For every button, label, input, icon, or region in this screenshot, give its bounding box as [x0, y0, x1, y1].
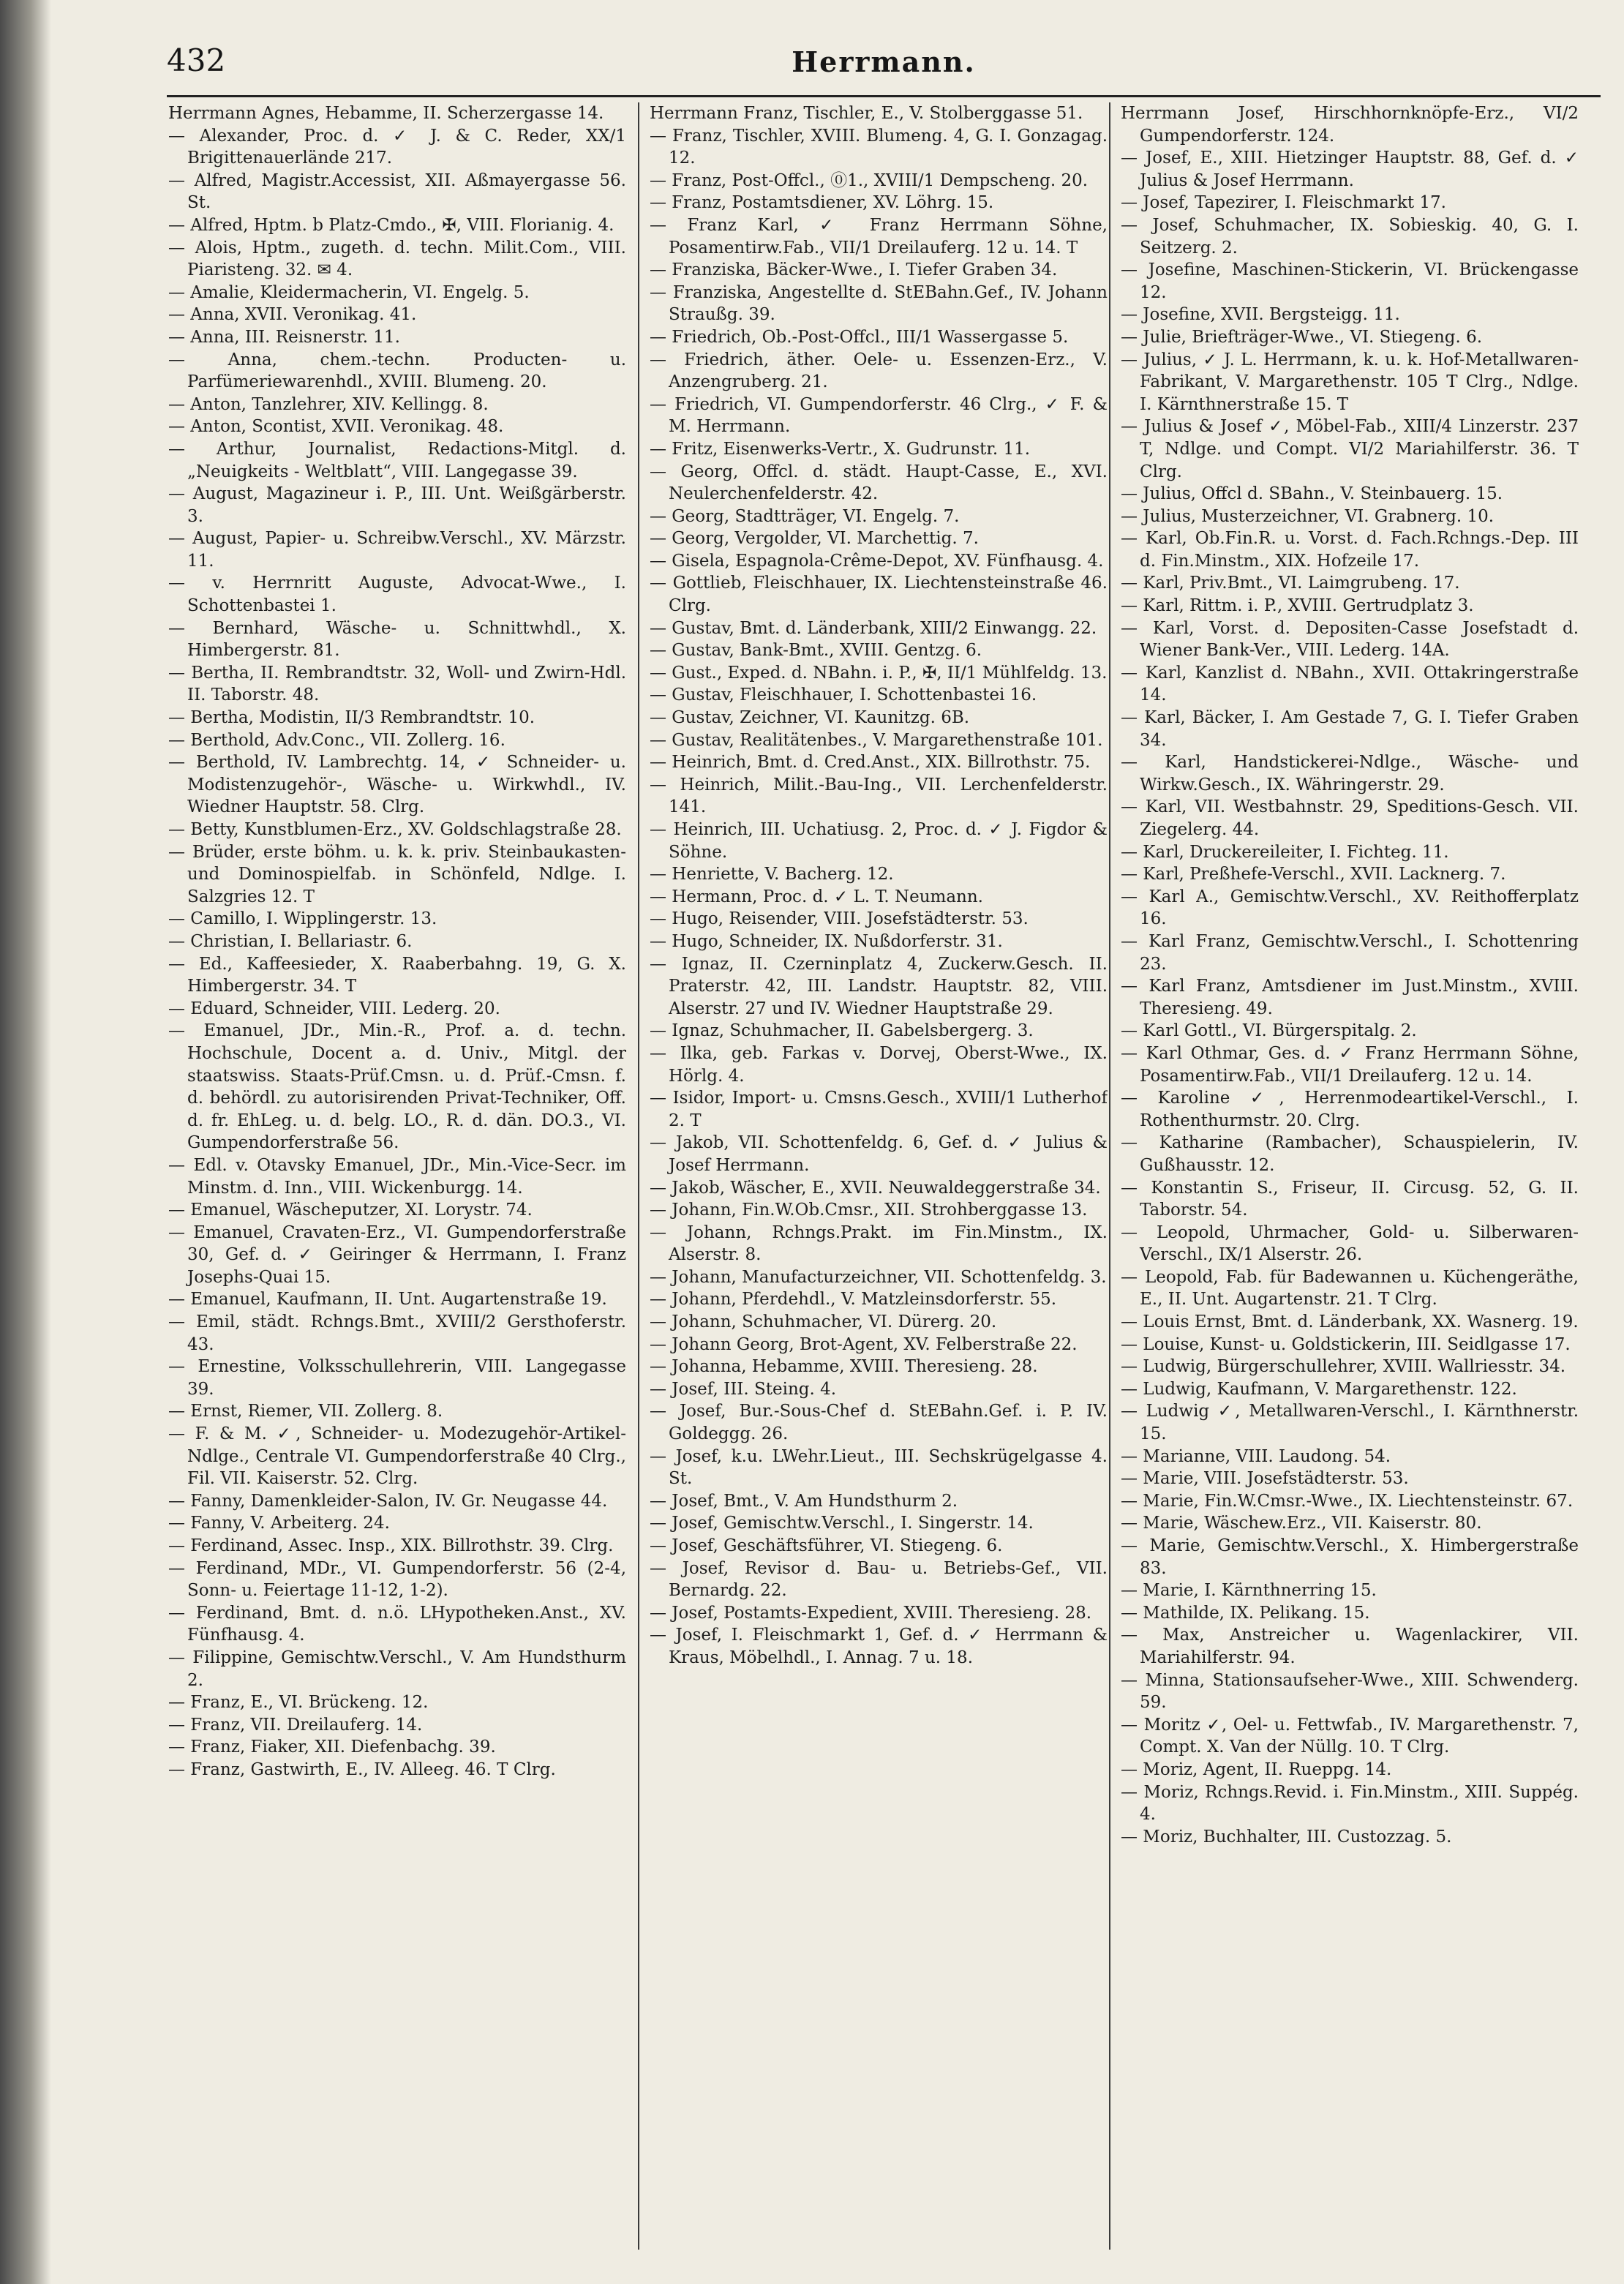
directory-entry: — Julie, Briefträger-Wwe., VI. Stiegeng. 6. — [1121, 327, 1483, 347]
directory-entry: — F. & M. ✓, Schneider- u. Modezugehör-Artikel-Ndlge., Centrale VI. Gumpendorferstraße 40 Clrg., Fil. VII. Kaiserstr. 52. Clrg. — [168, 1424, 626, 1489]
directory-entry: — Fanny, Damenkleider-Salon, IV. Gr. Neugasse 44. — [168, 1491, 608, 1511]
directory-entry: — Betty, Kunstblumen-Erz., XV. Goldschlagstraße 28. — [168, 820, 622, 839]
directory-entry: — Henriette, V. Bacherg. 12. — [650, 865, 894, 884]
directory-entry: — Gottlieb, Fleischhauer, IX. Liechtensteinstraße 46. Clrg. — [650, 574, 1108, 616]
directory-entry: — Karl Othmar, Ges. d. ✓ Franz Herrmann Söhne, Posamentirw.Fab., VII/1 Dreilauferg. 12 u. 14. — [1121, 1043, 1579, 1086]
directory-entry: — Ed., Kaffeesieder, X. Raaberbahng. 19, G. X. Himbergerstr. 34. T — [168, 954, 626, 996]
directory-entry: — Amalie, Kleidermacherin, VI. Engelg. 5. — [168, 282, 530, 302]
directory-entry: — Karl Franz, Amtsdiener im Just.Minstm., XVIII. Theresieng. 49. — [1121, 977, 1579, 1018]
directory-entry: — Ludwig, Kaufmann, V. Margarethenstr. 122. — [1121, 1379, 1517, 1399]
directory-entry: — Josef, Tapezirer, I. Fleischmarkt 17. — [1121, 193, 1446, 213]
directory-entry: — Ilka, geb. Farkas v. Dorvej, Oberst-Wwe., IX. Hörlg. 4. — [650, 1043, 1108, 1086]
column-3 — [1121, 102, 1579, 2261]
column-divider — [638, 102, 639, 2250]
directory-entry: — Johanna, Hebamme, XVIII. Theresieng. 28. — [650, 1357, 1038, 1377]
directory-entry: — Heinrich, Bmt. d. Cred.Anst., XIX. Billrothstr. 75. — [650, 753, 1091, 773]
directory-entry: — Franz, Gastwirth, E., IV. Alleeg. 46. T Clrg. — [168, 1759, 556, 1779]
page-number: 432 — [167, 42, 226, 78]
directory-entry: — Karl, VII. Westbahnstr. 29, Speditions-Gesch. VII. Ziegelerg. 44. — [1121, 797, 1579, 839]
directory-entry: — Hugo, Reisender, VIII. Josefstädterstr. 53. — [650, 909, 1029, 929]
directory-entry: Herrmann Josef, Hirschhornknöpfe-Erz., VI/2 Gumpendorferstr. 124. — [1121, 104, 1579, 146]
directory-entry: — Gustav, Realitätenbes., V. Margarethenstraße 101. — [650, 730, 1103, 750]
directory-entry: — Josef, Postamts-Expedient, XVIII. Theresieng. 28. — [650, 1603, 1092, 1623]
directory-entry: — Franz Karl, ✓ Franz Herrmann Söhne, Posamentirw.Fab., VII/1 Dreilauferg. 12 u. 14. T — [650, 215, 1108, 258]
directory-entry: — Alois, Hptm., zugeth. d. techn. Milit.Com., VIII. Piaristeng. 32. ✉ 4. — [168, 238, 626, 280]
directory-entry: — Karoline ✓, Herrenmodeartikel-Verschl., I. Rothenthurmstr. 20. Clrg. — [1121, 1089, 1579, 1130]
directory-entry: — Ferdinand, Bmt. d. n.ö. LHypotheken.Anst., XV. Fünfhausg. 4. — [168, 1603, 626, 1645]
directory-entry: — Gustav, Zeichner, VI. Kaunitzg. 6B. — [650, 708, 970, 728]
directory-entry: — Ignaz, II. Czerninplatz 4, Zuckerw.Gesch. II. Praterstr. 42, III. Landstr. Hauptstr. 82, VIII. Alserstr. 27 und IV. Wiedner Hauptstraße 29. — [650, 954, 1108, 1018]
directory-entry: — Johann, Pferdehdl., V. Matzleinsdorferstr. 55. — [650, 1290, 1057, 1310]
directory-entry: — Alfred, Magistr.Accessist, XII. Aßmayergasse 56. St. — [168, 170, 626, 213]
directory-entry: — Gust., Exped. d. NBahn. i. P., ✠, II/1 Mühlfeldg. 13. — [650, 663, 1108, 683]
directory-entry: — Berthold, Adv.Conc., VII. Zollerg. 16. — [168, 730, 505, 750]
directory-entry: — Moriz, Rchngs.Revid. i. Fin.Minstm., XIII. Suppég. 4. — [1121, 1782, 1579, 1825]
directory-entry: — Karl, Bäcker, I. Am Gestade 7, G. I. Tiefer Graben 34. — [1121, 708, 1579, 750]
directory-entry: — Gustav, Bmt. d. Länderbank, XIII/2 Einwangg. 22. — [650, 618, 1097, 638]
directory-entry: — Moritz ✓, Oel- u. Fettwfab., IV. Margarethenstr. 7, Compt. X. Van der Nüllg. 10. T Clrg. — [1121, 1715, 1579, 1757]
directory-entry: — Marianne, VIII. Laudong. 54. — [1121, 1446, 1391, 1466]
directory-entry: — Alexander, Proc. d. ✓ J. & C. Reder, XX/1 Brigittenauerlände 217. — [168, 126, 626, 168]
directory-entry: — Georg, Vergolder, VI. Marchettig. 7. — [650, 529, 979, 549]
directory-entry: — Louis Ernst, Bmt. d. Länderbank, XX. Wasnerg. 19. — [1121, 1312, 1579, 1332]
directory-entry: — Karl, Priv.Bmt., VI. Laimgrubeng. 17. — [1121, 574, 1460, 593]
directory-entry: — Anton, Scontist, XVII. Veronikag. 48. — [168, 417, 504, 437]
directory-entry: — Heinrich, III. Uchatiusg. 2, Proc. d. ✓ J. Figdor & Söhne. — [650, 820, 1108, 862]
directory-entry: — Karl, Kanzlist d. NBahn., XVII. Ottakringerstraße 14. — [1121, 663, 1579, 705]
directory-entry: — Fritz, Eisenwerks-Vertr., X. Gudrunstr. 11. — [650, 439, 1031, 459]
directory-entry: — Josefine, XVII. Bergsteigg. 11. — [1121, 305, 1400, 325]
directory-entry: Herrmann Franz, Tischler, E., V. Stolberggasse 51. — [650, 104, 1083, 123]
directory-entry: — Louise, Kunst- u. Goldstickerin, III. Seidlgasse 17. — [1121, 1334, 1571, 1354]
directory-entry: — Gustav, Fleischhauer, I. Schottenbastei 16. — [650, 685, 1037, 705]
directory-entry: — Anna, XVII. Veronikag. 41. — [168, 305, 417, 325]
directory-entry: — Edl. v. Otavsky Emanuel, JDr., Min.-Vice-Secr. im Minstm. d. Inn., VIII. Wickenburgg. 14. — [168, 1155, 626, 1198]
directory-entry: — Leopold, Fab. für Badewannen u. Küchengeräthe, E., II. Unt. Augartenstr. 21. T Clrg. — [1121, 1267, 1579, 1310]
directory-entry: — Johann, Fin.W.Ob.Cmsr., XII. Strohberggasse 13. — [650, 1201, 1088, 1220]
directory-entry: — Moriz, Buchhalter, III. Custozzag. 5. — [1121, 1827, 1452, 1847]
directory-entry: — Julius & Josef ✓, Möbel-Fab., XIII/4 Linzerstr. 237 T, Ndlge. und Compt. VI/2 Mariahilferstr. 36. T Clrg. — [1121, 417, 1579, 481]
directory-entry: — Franz, E., VI. Brückeng. 12. — [168, 1693, 429, 1713]
directory-entry: — Marie, Fin.W.Cmsr.-Wwe., IX. Liechtensteinstr. 67. — [1121, 1491, 1574, 1511]
directory-entry: — Konstantin S., Friseur, II. Circusg. 52, G. II. Taborstr. 54. — [1121, 1178, 1579, 1220]
directory-entry: — Josef, III. Steing. 4. — [650, 1379, 837, 1399]
directory-entry: — Julius, ✓ J. L. Herrmann, k. u. k. Hof-Metallwaren-Fabrikant, V. Margarethenstr. 105 T Clrg., Ndlge. I. Kärnthnerstraße 15. T — [1121, 350, 1579, 414]
directory-entry: — Eduard, Schneider, VIII. Lederg. 20. — [168, 999, 500, 1018]
directory-entry: — Karl A., Gemischtw.Verschl., XV. Reithofferplatz 16. — [1121, 887, 1579, 929]
directory-entry: — Camillo, I. Wipplingerstr. 13. — [168, 909, 437, 929]
directory-entry: — Karl Franz, Gemischtw.Verschl., I. Schottenring 23. — [1121, 931, 1579, 974]
directory-entry: — Ignaz, Schuhmacher, II. Gabelsbergerg. 3. — [650, 1021, 1034, 1041]
directory-entry: — Marie, I. Kärnthnerring 15. — [1121, 1581, 1377, 1601]
directory-entry: — Franz, VII. Dreilauferg. 14. — [168, 1715, 423, 1735]
directory-entry: — Gisela, Espagnola-Crême-Depot, XV. Fünfhausg. 4. — [650, 551, 1104, 571]
directory-entry: — Ludwig, Bürgerschullehrer, XVIII. Wallriesstr. 34. — [1121, 1357, 1566, 1377]
header-rule — [167, 95, 1601, 97]
directory-entry: — Marie, Wäschew.Erz., VII. Kaiserstr. 80. — [1121, 1514, 1482, 1533]
directory-entry: — Ernst, Riemer, VII. Zollerg. 8. — [168, 1402, 443, 1421]
directory-entry: — Anton, Tanzlehrer, XIV. Kellingg. 8. — [168, 394, 489, 414]
directory-entry: — Fanny, V. Arbeiterg. 24. — [168, 1514, 390, 1533]
directory-entry: — Emanuel, JDr., Min.-R., Prof. a. d. techn. Hochschule, Docent a. d. Univ., Mitgl. der staatswiss. Staats-Prüf.Cmsn. u. d. Prüf.-Cmsn. f. d. behördl. zu autorisirenden Privat-Techniker, Off. d. fr. EhLeg. u. d. belg. LO., R. d. dän. DO.3., VI. Gumpendorferstraße 56. — [168, 1021, 626, 1153]
directory-entry: — Karl, Handstickerei-Ndlge., Wäsche- und Wirkw.Gesch., IX. Währingerstr. 29. — [1121, 753, 1579, 794]
page-header — [167, 42, 1601, 86]
directory-entry: — Emanuel, Cravaten-Erz., VI. Gumpendorferstraße 30, Gef. d. ✓ Geiringer & Herrmann, I. Franz Josephs-Quai 15. — [168, 1222, 626, 1287]
directory-entry: — Karl, Preßhefe-Verschl., XVII. Lacknerg. 7. — [1121, 865, 1506, 884]
directory-entry: — Friedrich, Ob.-Post-Offcl., III/1 Wassergasse 5. — [650, 327, 1069, 347]
directory-entry: — Friedrich, äther. Oele- u. Essenzen-Erz., V. Anzengruberg. 21. — [650, 350, 1108, 392]
directory-entry: — Josef, Revisor d. Bau- u. Betriebs-Gef., VII. Bernardg. 22. — [650, 1558, 1108, 1601]
directory-entry: — Bertha, Modistin, II/3 Rembrandtstr. 10. — [168, 708, 535, 728]
directory-entry: — Franz, Post-Offcl., ⓪1., XVIII/1 Dempscheng. 20. — [650, 170, 1089, 190]
directory-entry: — Arthur, Journalist, Redactions-Mitgl. d. „Neuigkeits - Weltblatt“, VIII. Langegasse 39. — [168, 439, 626, 481]
directory-entry: — Josef, Bmt., V. Am Hundsthurm 2. — [650, 1491, 958, 1511]
directory-entry: — Max, Anstreicher u. Wagenlackirer, VII. Mariahilferstr. 94. — [1121, 1626, 1579, 1667]
directory-entry: — Hugo, Schneider, IX. Nußdorferstr. 31. — [650, 931, 1003, 951]
column-1 — [168, 102, 626, 2261]
directory-entry: — Franziska, Bäcker-Wwe., I. Tiefer Graben 34. — [650, 260, 1058, 280]
directory-entry: — Karl, Ob.Fin.R. u. Vorst. d. Fach.Rchngs.-Dep. III d. Fin.Minstm., XIX. Hofzeile 17. — [1121, 529, 1579, 571]
directory-entry: — Bertha, II. Rembrandtstr. 32, Woll- und Zwirn-Hdl. II. Taborstr. 48. — [168, 663, 626, 705]
directory-entry: — Moriz, Agent, II. Rueppg. 14. — [1121, 1759, 1392, 1779]
directory-entry: — Christian, I. Bellariastr. 6. — [168, 931, 413, 951]
directory-entry: — Hermann, Proc. d. ✓ L. T. Neumann. — [650, 887, 983, 906]
directory-entry: — Ludwig ✓, Metallwaren-Verschl., I. Kärnthnerstr. 15. — [1121, 1402, 1579, 1444]
directory-entry: — Gustav, Bank-Bmt., XVIII. Gentzg. 6. — [650, 641, 982, 661]
directory-entry: — Franziska, Angestellte d. StEBahn.Gef., IV. Johann Straußg. 39. — [650, 282, 1108, 325]
directory-entry: — Josef, I. Fleischmarkt 1, Gef. d. ✓ Herrmann & Kraus, Möbelhdl., I. Annag. 7 u. 18. — [650, 1626, 1108, 1667]
directory-entry: — Karl, Rittm. i. P., XVIII. Gertrudplatz 3. — [1121, 596, 1474, 616]
directory-entry: — Georg, Stadtträger, VI. Engelg. 7. — [650, 506, 960, 526]
directory-entry: — Ernestine, Volksschullehrerin, VIII. Langegasse 39. — [168, 1357, 626, 1399]
directory-entry: — Leopold, Uhrmacher, Gold- u. Silberwaren-Verschl., IX/1 Alserstr. 26. — [1121, 1222, 1579, 1265]
directory-entry: — Josef, k.u. LWehr.Lieut., III. Sechskrügelgasse 4. St. — [650, 1446, 1108, 1489]
directory-entry: — Johann, Schuhmacher, VI. Dürerg. 20. — [650, 1312, 997, 1332]
directory-entry: — Josefine, Maschinen-Stickerin, VI. Brückengasse 12. — [1121, 260, 1579, 302]
directory-entry: — Berthold, IV. Lambrechtg. 14, ✓ Schneider- u. Modistenzugehör-, Wäsche- u. Wirkwhdl., IV. Wiedner Hauptstr. 58. Clrg. — [168, 753, 626, 817]
directory-entry: — Friedrich, VI. Gumpendorferstr. 46 Clrg., ✓ F. & M. Herrmann. — [650, 394, 1108, 437]
directory-entry: — Ferdinand, MDr., VI. Gumpendorferstr. 56 (2-4, Sonn- u. Feiertage 11-12, 1-2). — [168, 1558, 626, 1601]
directory-entry: — Alfred, Hptm. b Platz-Cmdo., ✠, VIII. Florianig. 4. — [168, 215, 614, 235]
directory-entry: — Franz, Fiaker, XII. Diefenbachg. 39. — [168, 1738, 496, 1757]
directory-entry: — Franz, Tischler, XVIII. Blumeng. 4, G. I. Gonzagag. 12. — [650, 126, 1108, 168]
directory-entry: — Emil, städt. Rchngs.Bmt., XVIII/2 Gersthoferstr. 43. — [168, 1312, 626, 1354]
directory-entry: — Filippine, Gemischtw.Verschl., V. Am Hundsthurm 2. — [168, 1648, 626, 1690]
column-divider — [1109, 102, 1110, 2250]
directory-entry: — Ferdinand, Assec. Insp., XIX. Billrothstr. 39. Clrg. — [168, 1536, 614, 1555]
running-head: Herrmann. — [792, 45, 976, 78]
directory-entry: — Georg, Offcl. d. städt. Haupt-Casse, E., XVI. Neulerchenfelderstr. 42. — [650, 462, 1108, 504]
directory-entry: — Jakob, VII. Schottenfeldg. 6, Gef. d. ✓ Julius & Josef Herrmann. — [650, 1133, 1108, 1175]
directory-entry: — Marie, VIII. Josefstädterstr. 53. — [1121, 1469, 1409, 1489]
directory-entry: — Bernhard, Wäsche- u. Schnittwhdl., X. Himbergerstr. 81. — [168, 618, 626, 661]
directory-entry: — Julius, Musterzeichner, VI. Grabnerg. 10. — [1121, 506, 1495, 526]
directory-entry: — v. Herrnritt Auguste, Advocat-Wwe., I. Schottenbastei 1. — [168, 574, 626, 616]
directory-entry: — Jakob, Wäscher, E., XVII. Neuwaldeggerstraße 34. — [650, 1178, 1101, 1198]
directory-entry: — Mathilde, IX. Pelikang. 15. — [1121, 1603, 1370, 1623]
directory-entry: — Karl, Druckereileiter, I. Fichteg. 11. — [1121, 842, 1449, 862]
directory-entry: — Josef, Gemischtw.Verschl., I. Singerstr. 14. — [650, 1514, 1034, 1533]
directory-entry: — Minna, Stationsaufseher-Wwe., XIII. Schwenderg. 59. — [1121, 1670, 1579, 1713]
directory-entry: — Josef, Geschäftsführer, VI. Stiegeng. 6. — [650, 1536, 1003, 1555]
directory-entry: — Franz, Postamtsdiener, XV. Löhrg. 15. — [650, 193, 994, 213]
directory-entry: — Anna, III. Reisnerstr. 11. — [168, 327, 400, 347]
directory-entry: — Emanuel, Kaufmann, II. Unt. Augartenstraße 19. — [168, 1290, 607, 1310]
directory-entry: Herrmann Agnes, Hebamme, II. Scherzergasse 14. — [168, 104, 604, 123]
directory-entry: — Josef, Schuhmacher, IX. Sobieskig. 40, G. I. Seitzerg. 2. — [1121, 215, 1579, 258]
directory-entry: — Marie, Gemischtw.Verschl., X. Himbergerstraße 83. — [1121, 1536, 1579, 1578]
directory-entry: — Anna, chem.-techn. Producten- u. Parfümeriewarenhdl., XVIII. Blumeng. 20. — [168, 350, 626, 392]
directory-entry: — Karl, Vorst. d. Depositen-Casse Josefstadt d. Wiener Bank-Ver., VIII. Lederg. 14A. — [1121, 618, 1579, 661]
directory-entry: — August, Papier- u. Schreibw.Verschl., XV. Märzstr. 11. — [168, 529, 626, 571]
directory-entry: — Johann, Manufacturzeichner, VII. Schottenfeldg. 3. — [650, 1267, 1107, 1287]
directory-entry: — Karl Gottl., VI. Bürgerspitalg. 2. — [1121, 1021, 1417, 1041]
directory-entry: — Heinrich, Milit.-Bau-Ing., VII. Lerchenfelderstr. 141. — [650, 775, 1108, 817]
directory-entry: — Johann Georg, Brot-Agent, XV. Felberstraße 22. — [650, 1334, 1078, 1354]
directory-entry: — Julius, Offcl d. SBahn., V. Steinbauerg. 15. — [1121, 484, 1503, 504]
directory-entry: — Josef, Bur.-Sous-Chef d. StEBahn.Gef. i. P. IV. Goldeggg. 26. — [650, 1402, 1108, 1444]
directory-entry: — Katharine (Rambacher), Schauspielerin, IV. Gußhausstr. 12. — [1121, 1133, 1579, 1175]
column-2 — [650, 102, 1108, 2261]
page-binding-edge — [0, 0, 51, 2284]
directory-entry: — Isidor, Import- u. Cmsns.Gesch., XVIII/1 Lutherhof 2. T — [650, 1089, 1108, 1130]
directory-entry: — Emanuel, Wäscheputzer, XI. Lorystr. 74. — [168, 1201, 533, 1220]
directory-entry: — August, Magazineur i. P., III. Unt. Weißgärberstr. 3. — [168, 484, 626, 526]
directory-entry: — Johann, Rchngs.Prakt. im Fin.Minstm., IX. Alserstr. 8. — [650, 1222, 1108, 1265]
directory-entry: — Josef, E., XIII. Hietzinger Hauptstr. 88, Gef. d. ✓ Julius & Josef Herrmann. — [1121, 149, 1579, 190]
directory-entry: — Brüder, erste böhm. u. k. k. priv. Steinbaukasten- und Dominospielfab. in Schönfeld, Ndlge. I. Salzgries 12. T — [168, 842, 626, 906]
